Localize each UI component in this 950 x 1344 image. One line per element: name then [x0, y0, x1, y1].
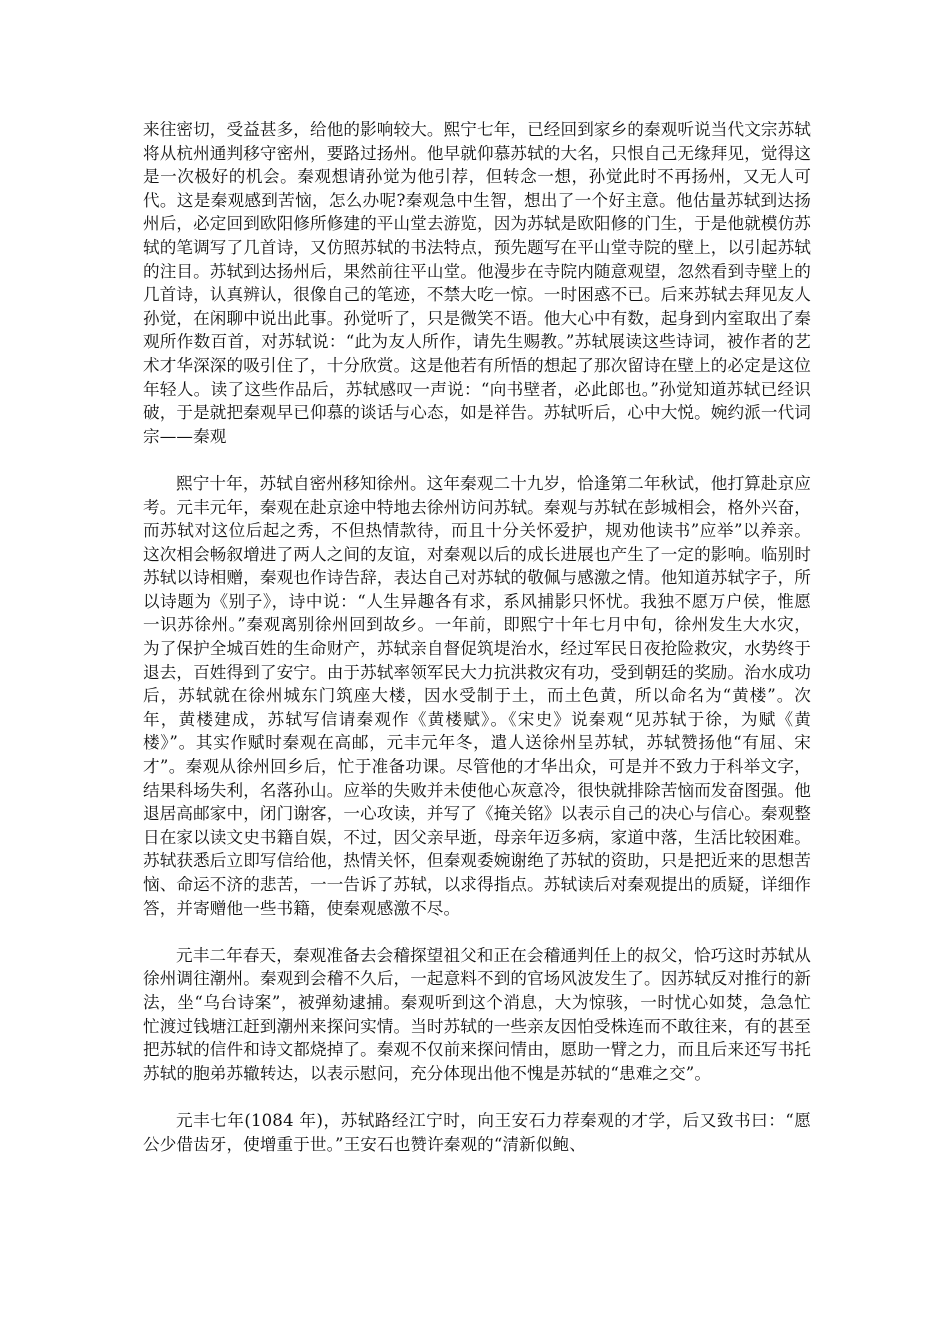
paragraph-gap: [143, 1085, 811, 1109]
paragraph-1: 来往密切，受益甚多，给他的影响较大。熙宁七年，已经回到家乡的秦观听说当代文宗苏轼将从杭州通判移守密州，要路过扬州。他早就仰慕苏轼的大名，只恨自己无缘拜见，觉得这是一次极好的机会。秦观想请孙觉为他引荐，但转念一想，孙觉此时不再扬州，又无人可代。这是秦观感到苦恼，怎么办呢?秦观急中生智，想出了一个好主意。他估量苏轼到达扬州后，必定回到欧阳修所修建的平山堂去游览，因为苏轼是欧阳修的门生，于是他就模仿苏轼的笔调写了几首诗，又仿照苏轼的书法特点，预先题写在平山堂寺院的壁上，以引起苏轼的注目。苏轼到达扬州后，果然前往平山堂。他漫步在寺院内随意观望，忽然看到寺壁上的几首诗，认真辨认，很像自己的笔迹，不禁大吃一惊。一时困惑不已。后来苏轼去拜见友人孙觉，在闲聊中说出此事。孙觉听了，只是微笑不语。他大心中有数，起身到内室取出了秦观所作数百首，对苏轼说：“此为友人所作，请先生赐教。”苏轼展读这些诗词，被作者的艺术才华深深的吸引住了，十分欣赏。这是他若有所悟的想起了那次留诗在壁上的必定是这位年轻人。读了这些作品后，苏轼感叹一声说：“向书壁者，必此郎也。”孙觉知道苏轼已经识破，于是就把秦观早已仰慕的谈话与心态，如是祥告。苏轼听后，心中大悦。婉约派一代词宗——秦观: [143, 120, 811, 446]
paragraph-gap: [143, 448, 811, 472]
paragraph-gap: [143, 920, 811, 944]
paragraph-3: 元丰二年春天，秦观准备去会稽探望祖父和正在会稽通判任上的叔父，恰巧这时苏轼从徐州调往潮州。秦观到会稽不久后，一起意料不到的官场风波发生了。因苏轼反对推行的新法，坐“乌台诗案”，被弹劾逮捕。秦观听到这个消息，大为惊骇，一时忧心如焚，急急忙忙渡过钱塘江赶到潮州来探问实情。当时苏轼的一些亲友因怕受株连而不敢往来，有的甚至把苏轼的信件和诗文都烧掉了。秦观不仅前来探问情由，愿助一臂之力，而且后来还写书托苏轼的胞弟苏辙转达，以表示慰问，充分体现出他不愧是苏轼的“患难之交”。: [143, 945, 811, 1083]
paragraph-2: 熙宁十年，苏轼自密州移知徐州。这年秦观二十九岁，恰逢第二年秋试，他打算赴京应考。元丰元年，秦观在赴京途中特地去徐州访问苏轼。秦观与苏轼在彭城相会，格外兴奋，而苏轼对这位后起之秀，不但热情款待，而且十分关怀爱护，规劝他读书”应举”以养亲。这次相会畅叙增进了两人之间的友谊，对秦观以后的成长进展也产生了一定的影响。临别时苏轼以诗相赠，秦观也作诗告辞，表达自己对苏轼的敬佩与感激之情。他知道苏轼字子，所以诗题为《别子》，诗中说：“人生异趣各有求，系风捕影只怀忧。我独不愿万户侯，惟愿一识苏徐州。”秦观离别徐州回到故乡。一年前，即熙宁十年七月中旬，徐州发生大水灾，为了保护全城百姓的生命财产，苏轼亲自督促筑堤治水，经过军民日夜抢险救灾，水势终于退去，百姓得到了安宁。由于苏轼率领军民大力抗洪救灾有功，受到朝廷的奖励。治水成功后，苏轼就在徐州城东门筑座大楼，因水受制于土，而土色黄，所以命名为“黄楼”。次年，黄楼建成，苏轼写信请秦观作《黄楼赋》。《宋史》说秦观“见苏轼于徐，为赋《黄楼》”。其实作赋时秦观在高邮，元丰元年冬，遣人送徐州呈苏轼，苏轼赞扬他“有屈、宋才”。秦观从徐州回乡后，忙于准备功课。尽管他的才华出众，可是并不致力于科举文字，结果科场失利，名落孙山。应举的失败并未使他心灰意冷，很快就排除苦恼而发奋图强。他退居高邮家中，闭门谢客，一心攻读，并写了《掩关铭》以表示自己的决心与信心。秦观整日在家以读文史书籍自娱，不过，因父亲早逝，母亲年迈多病，家道中落，生活比较困难。苏轼获悉后立即写信给他，热情关怀，但秦观委婉谢绝了苏轼的资助，只是把近来的思想苦恼、命运不济的悲苦，一一告诉了苏轼，以求得指点。苏轼读后对秦观提出的质疑，详细作答，并寄赠他一些书籍，使秦观感激不尽。: [143, 473, 811, 918]
document-body: [143, 118, 811, 1156]
paragraph-4: 元丰七年(1084 年)，苏轼路经江宁时，向王安石力荐秦观的才学，后又致书曰：“愿公少借齿牙，使增重于世。”王安石也赞许秦观的“清新似鲍、: [143, 1110, 811, 1154]
